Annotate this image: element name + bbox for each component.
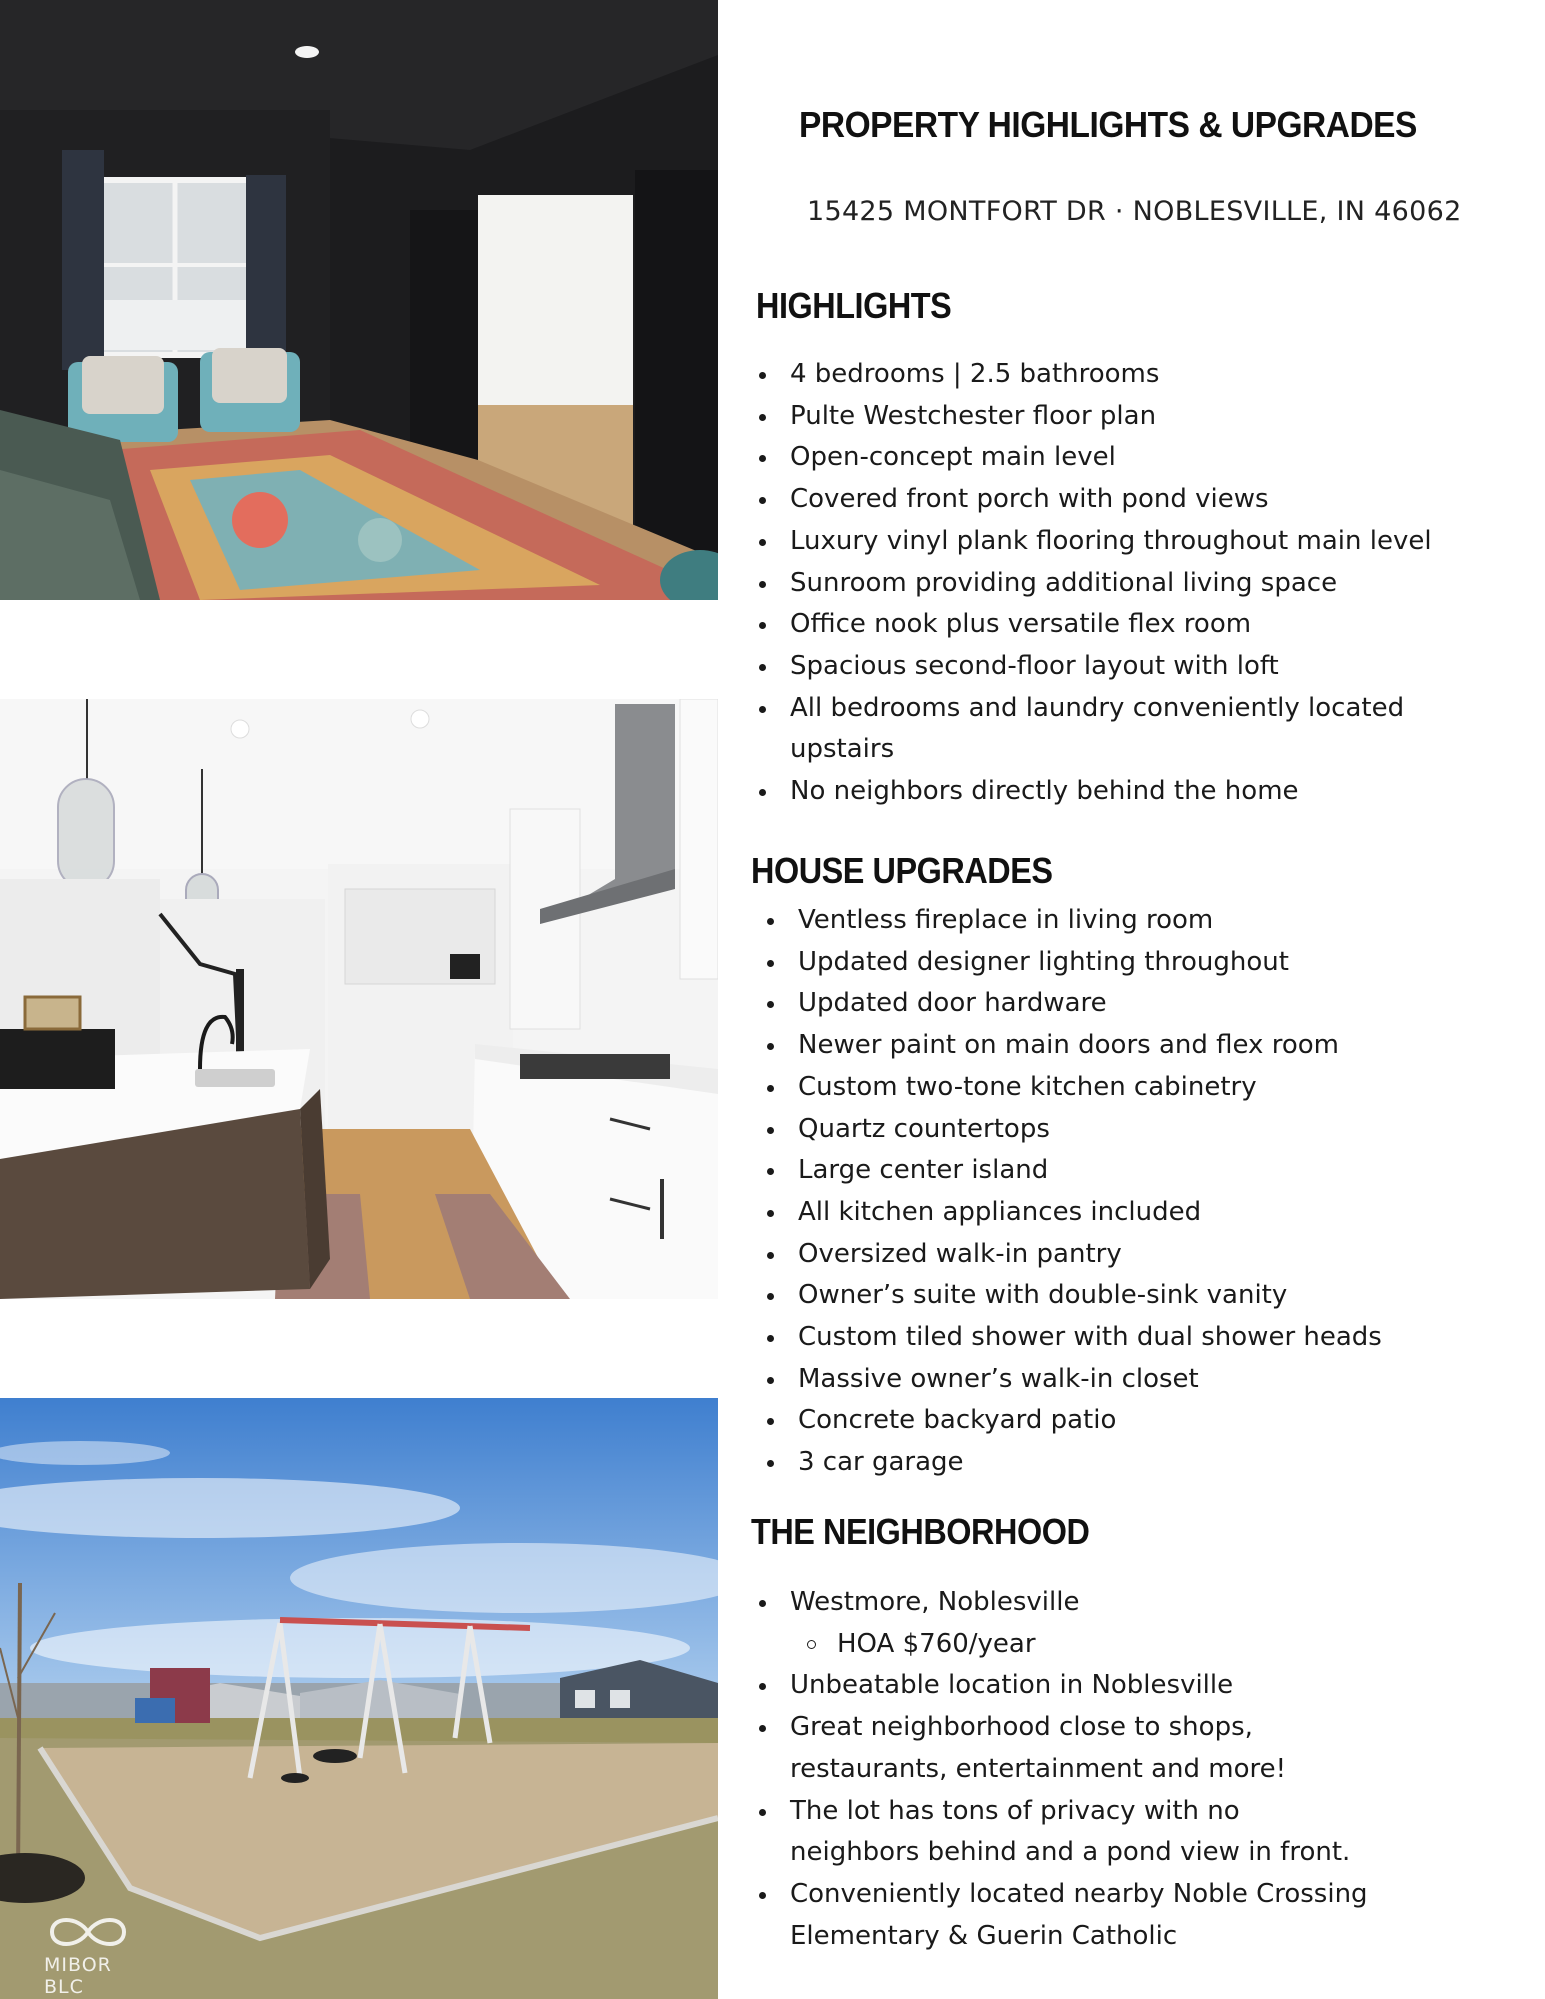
list-item: Oversized walk-in pantry (764, 1234, 1504, 1276)
list-item: Westmore, Noblesville (756, 1582, 1376, 1624)
list-item: Updated door hardware (764, 983, 1504, 1025)
list-item: Unbeatable location in Noblesville (756, 1665, 1376, 1707)
list-item: Luxury vinyl plank flooring throughout main level (756, 521, 1501, 563)
list-item: Massive owner’s walk-in closet (764, 1359, 1504, 1401)
property-address: 15425 MONTFORT DR · NOBLESVILLE, IN 46062 (807, 196, 1462, 227)
list-item: Spacious second-floor layout with loft (756, 646, 1501, 688)
list-item: Great neighborhood close to shops, restaurants, entertainment and more! (756, 1707, 1376, 1790)
list-item: Large center island (764, 1150, 1504, 1192)
list-item: Updated designer lighting throughout (764, 942, 1504, 984)
highlights-heading: HIGHLIGHTS (756, 285, 952, 326)
list-sub-item: HOA $760/year (756, 1624, 1376, 1666)
list-item: Covered front porch with pond views (756, 479, 1501, 521)
infinity-logo-icon (44, 1912, 132, 1952)
logo-text: MIBOR BLC (44, 1954, 112, 1998)
list-item: Quartz countertops (764, 1109, 1504, 1151)
list-item: Newer paint on main doors and flex room (764, 1025, 1504, 1067)
list-item: Owner’s suite with double-sink vanity (764, 1275, 1504, 1317)
list-item: 4 bedrooms | 2.5 bathrooms (756, 354, 1501, 396)
property-info-panel (718, 0, 1545, 1999)
page-title: PROPERTY HIGHLIGHTS & UPGRADES (799, 104, 1417, 145)
house-upgrades-heading: HOUSE UPGRADES (751, 850, 1053, 891)
list-item: All bedrooms and laundry conveniently located upstairs (756, 688, 1501, 771)
list-item: Sunroom providing additional living space (756, 563, 1501, 605)
list-item: Conveniently located nearby Noble Crossing Elementary & Guerin Catholic (756, 1874, 1376, 1957)
list-item: Office nook plus versatile flex room (756, 604, 1501, 646)
list-item: No neighbors directly behind the home (756, 771, 1501, 813)
list-item: 3 car garage (764, 1442, 1504, 1484)
upgrades-list (764, 900, 1504, 1484)
photo-neighborhood-playground (0, 1398, 718, 1999)
highlights-list (756, 354, 1501, 813)
photo-living-room (0, 0, 718, 600)
list-item: All kitchen appliances included (764, 1192, 1504, 1234)
list-item: Concrete backyard patio (764, 1400, 1504, 1442)
list-item: Custom two-tone kitchen cabinetry (764, 1067, 1504, 1109)
photo-kitchen (0, 699, 718, 1299)
list-item: Custom tiled shower with dual shower heads (764, 1317, 1504, 1359)
neighborhood-list (756, 1582, 1376, 1957)
neighborhood-heading: THE NEIGHBORHOOD (751, 1511, 1090, 1552)
list-item: Pulte Westchester floor plan (756, 396, 1501, 438)
mibor-blc-logo (44, 1912, 154, 1998)
list-item: The lot has tons of privacy with no neighbors behind and a pond view in front. (756, 1791, 1376, 1874)
list-item: Ventless fireplace in living room (764, 900, 1504, 942)
list-item: Open-concept main level (756, 437, 1501, 479)
